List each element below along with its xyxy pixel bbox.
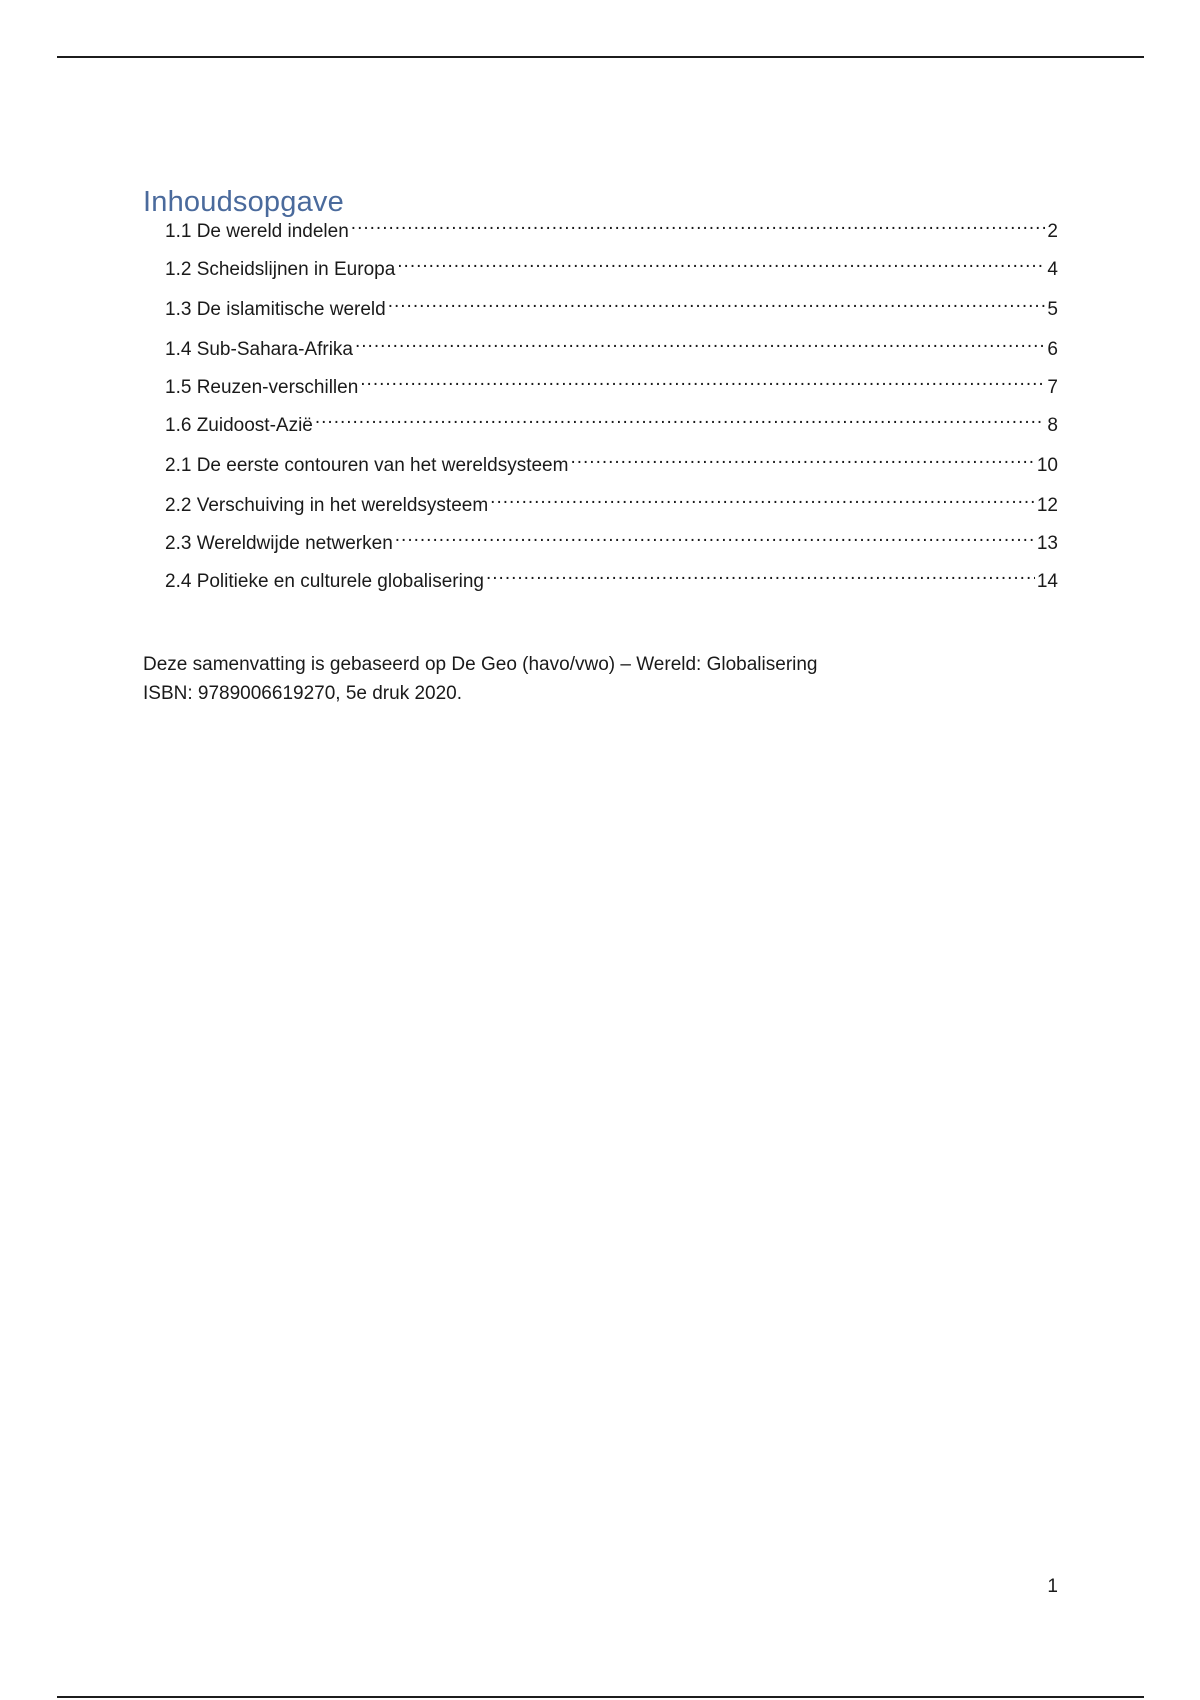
toc-entry-page: 8 <box>1047 415 1058 436</box>
toc-entry[interactable] <box>165 367 1058 398</box>
toc-entry[interactable] <box>165 561 1058 592</box>
toc-entry-page: 5 <box>1047 299 1058 320</box>
footer-rule <box>57 1696 1144 1698</box>
toc-dot-leader <box>388 289 1046 315</box>
toc-entry-page: 13 <box>1036 533 1058 554</box>
toc-entry-title: 2.2 Verschuiving in het wereldsysteem <box>165 495 489 516</box>
toc-entry-title: 2.3 Wereldwijde netwerken <box>165 533 393 554</box>
toc-entry[interactable] <box>165 289 1058 320</box>
toc-entry-title: 2.1 De eerste contouren van het wereldsysteem <box>165 455 569 476</box>
toc-entry[interactable] <box>165 211 1058 242</box>
toc-entry-page: 7 <box>1047 377 1058 398</box>
toc-entry-title: 1.1 De wereld indelen <box>165 221 349 242</box>
toc-entry-title: 1.4 Sub-Sahara-Afrika <box>165 339 353 360</box>
toc-entry[interactable] <box>165 249 1058 280</box>
toc-entry-page: 14 <box>1036 571 1058 592</box>
source-note <box>143 650 818 708</box>
toc-entry-page: 2 <box>1047 221 1058 242</box>
toc-entry[interactable] <box>165 329 1058 360</box>
toc-entry[interactable] <box>165 445 1058 476</box>
toc-entry[interactable] <box>165 485 1058 516</box>
toc-entry-title: 1.3 De islamitische wereld <box>165 299 386 320</box>
toc-entry-page: 6 <box>1047 339 1058 360</box>
toc-dot-leader <box>395 523 1035 549</box>
toc-entry-page: 4 <box>1047 259 1058 280</box>
header-rule <box>57 56 1144 58</box>
toc-entry-page: 12 <box>1036 495 1058 516</box>
toc-entry-title: 1.2 Scheidslijnen in Europa <box>165 259 396 280</box>
toc-entry-title: 1.5 Reuzen-verschillen <box>165 377 359 398</box>
toc-entry-title: 2.4 Politieke en culturele globalisering <box>165 571 484 592</box>
source-line-1: Deze samenvatting is gebaseerd op De Geo (havo/vwo) – Wereld: Globalisering <box>143 654 818 675</box>
toc-dot-leader <box>355 329 1045 355</box>
source-line-2: ISBN: 9789006619270, 5e druk 2020. <box>143 683 463 704</box>
toc-dot-leader <box>360 367 1045 393</box>
toc-dot-leader <box>397 249 1045 275</box>
toc-dot-leader <box>490 485 1035 511</box>
toc-dot-leader <box>486 561 1035 587</box>
toc-entry-title: 1.6 Zuidoost-Azië <box>165 415 313 436</box>
toc-dot-leader <box>315 405 1046 431</box>
page-number: 1 <box>1047 1576 1058 1597</box>
toc-title: Inhoudsopgave <box>143 186 344 219</box>
toc-dot-leader <box>570 445 1034 471</box>
toc-entry-page: 10 <box>1036 455 1058 476</box>
toc-entry[interactable] <box>165 405 1058 436</box>
toc-entry[interactable] <box>165 523 1058 554</box>
toc-dot-leader <box>351 211 1046 237</box>
